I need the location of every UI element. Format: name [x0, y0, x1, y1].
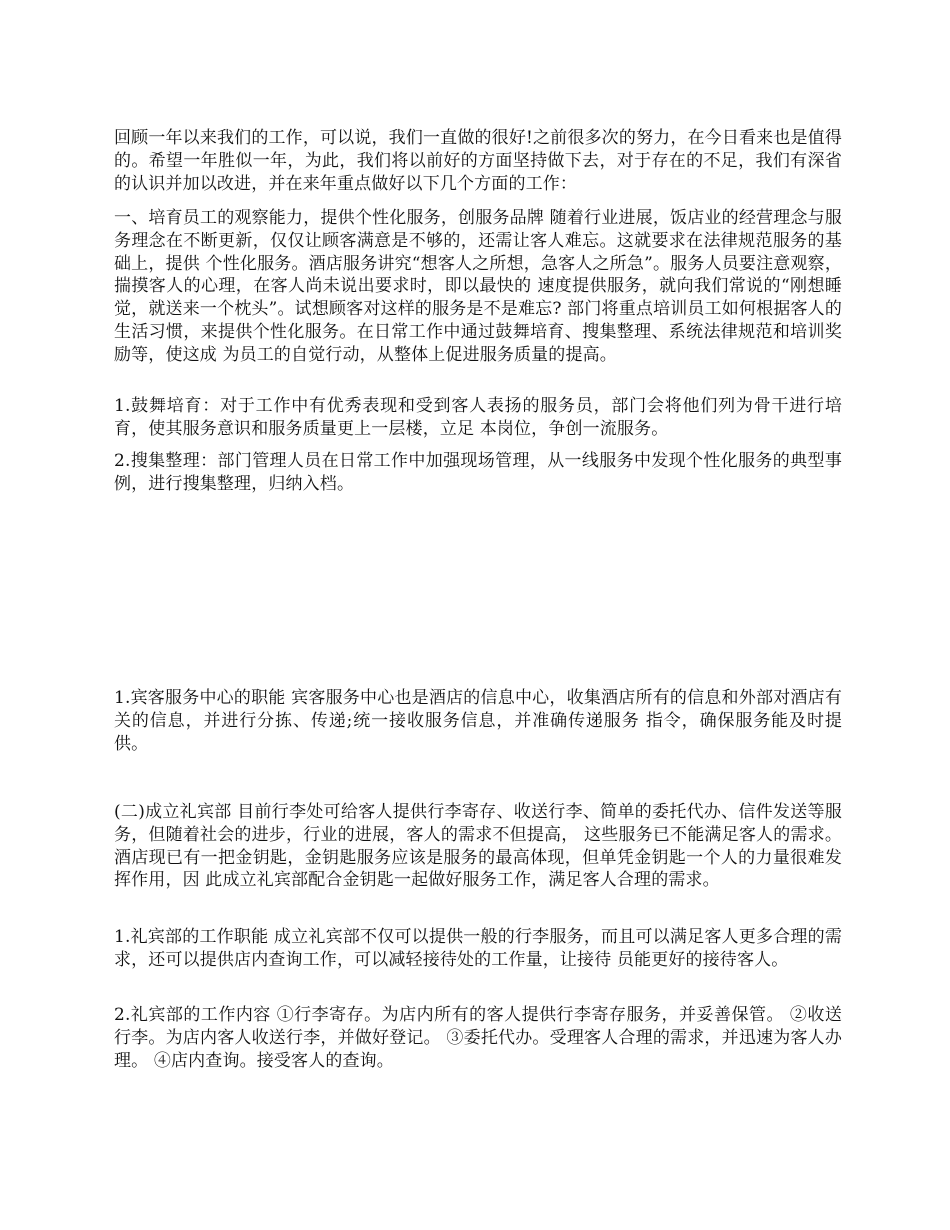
paragraph-intro: 回顾一年以来我们的工作，可以说，我们一直做的很好!之前很多次的努力，在今日看来也是值得的。希望一年胜似一年，为此，我们将以前好的方面坚持做下去，对于存在的不足，我们有深省的认识并加以改进，并在来年重点做好以下几个方面的工作： [114, 128, 842, 194]
paragraph-section-one: 一、培育员工的观察能力，提供个性化服务，创服务品牌 随着行业进展，饭店业的经营理念与服务理念在不断更新，仅仅让顾客满意是不够的，还需让客人难忘。这就要求在法律规范服务的基础上，提供 个性化服务。酒店服务讲究“想客人之所想，急客人之所急”。服务人员要注意观察，揣摸客人的心理，在客人尚未说出要求时，即以最快的 速度提供服务，就向我们常说的“刚想睡觉，就送来一个枕头”。试想顾客对这样的服务是不是难忘? 部门将重点培训员工如何根据客人的生活习惯，来提供个性化服务。在日常工作中通过鼓舞培育、搜集整理、系统法律规范和培训奖励等，使这成 为员工的自觉行动，从整体上促进服务质量的提高。 [114, 208, 842, 365]
paragraph-collect-organize: 2.搜集整理：部门管理人员在日常工作中加强现场管理，从一线服务中发现个性化服务的典型事例，进行搜集整理，归纳入档。 [114, 451, 842, 494]
paragraph-concierge-setup: (二)成立礼宾部 目前行李处可给客人提供行李寄存、收送行李、简单的委托代办、信件发送等服务，但随着社会的进步，行业的进展，客人的需求不但提高， 这些服务已不能满足客人的需求。酒店现已有一把金钥匙，金钥匙服务应该是服务的最高体现，但单凭金钥匙一个人的力量很难发挥作用，因 此成立礼宾部配合金钥匙一起做好服务工作，满足客人合理的需求。 [114, 802, 842, 891]
paragraph-encourage-training: 1.鼓舞培育：对于工作中有优秀表现和受到客人表扬的服务员，部门会将他们列为骨干进行培育，使其服务意识和服务质量更上一层楼，立足 本岗位，争创一流服务。 [114, 396, 842, 439]
paragraph-concierge-functions: 1.礼宾部的工作职能 成立礼宾部不仅可以提供一般的行李服务，而且可以满足客人更多合理的需求，还可以提供店内查询工作，可以减轻接待处的工作量，让接待 员能更好的接待客人。 [114, 927, 842, 970]
paragraph-guest-service-center: 1.宾客服务中心的职能 宾客服务中心也是酒店的信息中心，收集酒店所有的信息和外部对酒店有关的信息，并进行分拣、传递;统一接收服务信息，并准确传递服务 指令，确保服务能及时提供。 [114, 688, 842, 754]
paragraph-concierge-tasks: 2.礼宾部的工作内容 ①行李寄存。为店内所有的客人提供行李寄存服务，并妥善保管。 ②收送行李。为店内客人收送行李，并做好登记。 ③委托代办。受理客人合理的需求，并迅速为客人办理。 ④店内查询。接受客人的查询。 [114, 1005, 842, 1071]
